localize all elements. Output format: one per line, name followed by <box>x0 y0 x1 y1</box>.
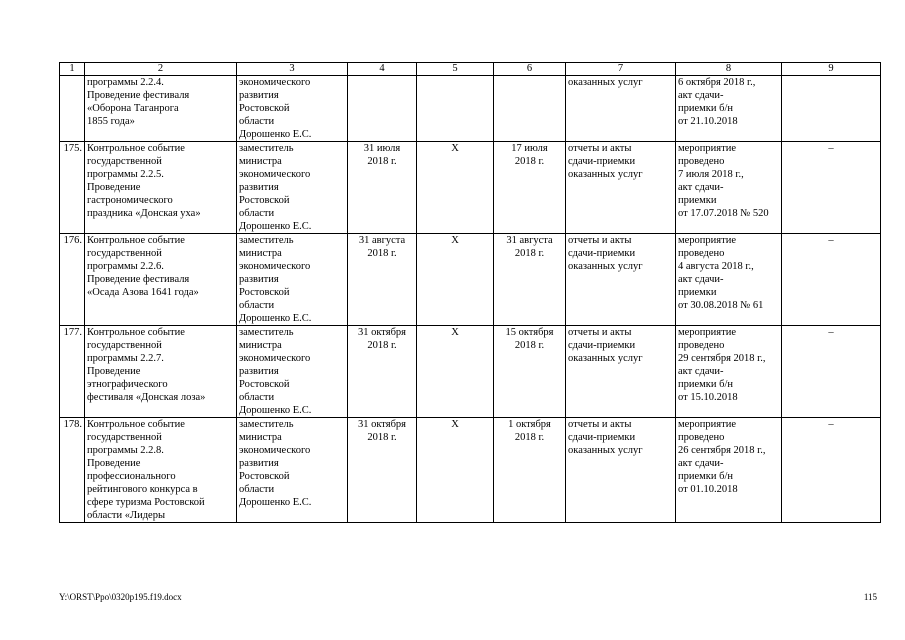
event-name: программы 2.2.4. Проведение фестиваля «Оборона Таганрога 1855 года» <box>85 76 237 142</box>
row-number: 177. <box>60 326 85 418</box>
row-number: 176. <box>60 234 85 326</box>
column-5-value <box>417 76 494 142</box>
header-cell: 7 <box>566 63 676 76</box>
header-cell: 3 <box>237 63 348 76</box>
evidence-documents: оказанных услуг <box>566 76 676 142</box>
note: – <box>782 418 881 523</box>
note: – <box>782 142 881 234</box>
header-cell: 6 <box>494 63 566 76</box>
plan-date: 31 июля 2018 г. <box>348 142 417 234</box>
responsible-person: заместитель министра экономического развития Ростовской области Дорошенко Е.С. <box>237 234 348 326</box>
evidence-documents: отчеты и акты сдачи-приемки оказанных услуг <box>566 234 676 326</box>
plan-date: 31 августа 2018 г. <box>348 234 417 326</box>
header-cell: 2 <box>85 63 237 76</box>
evidence-documents: отчеты и акты сдачи-приемки оказанных услуг <box>566 418 676 523</box>
column-5-value: X <box>417 234 494 326</box>
table-row <box>60 326 881 418</box>
header-cell: 4 <box>348 63 417 76</box>
responsible-person: экономического развития Ростовской области Дорошенко Е.С. <box>237 76 348 142</box>
column-number-row <box>60 63 881 76</box>
event-name: Контрольное событие государственной программы 2.2.8. Проведение профессионального рейтингового конкурса в сфере туризма Ростовской области «Лидеры <box>85 418 237 523</box>
table-row <box>60 142 881 234</box>
note <box>782 76 881 142</box>
note: – <box>782 326 881 418</box>
table-row <box>60 234 881 326</box>
fact-date <box>494 76 566 142</box>
column-5-value: X <box>417 418 494 523</box>
table-row <box>60 418 881 523</box>
responsible-person: заместитель министра экономического развития Ростовской области Дорошенко Е.С. <box>237 418 348 523</box>
row-number <box>60 76 85 142</box>
header-cell: 5 <box>417 63 494 76</box>
header-cell: 8 <box>676 63 782 76</box>
plan-date: 31 октября 2018 г. <box>348 326 417 418</box>
note: – <box>782 234 881 326</box>
event-name: Контрольное событие государственной программы 2.2.7. Проведение этнографического фестиваля «Донская лоза» <box>85 326 237 418</box>
execution-result: мероприятие проведено 7 июля 2018 г., акт сдачи- приемки от 17.07.2018 № 520 <box>676 142 782 234</box>
fact-date: 1 октября 2018 г. <box>494 418 566 523</box>
row-number: 175. <box>60 142 85 234</box>
plan-date <box>348 76 417 142</box>
page-number: 115 <box>863 592 877 602</box>
execution-result: 6 октября 2018 г., акт сдачи- приемки б/н от 21.10.2018 <box>676 76 782 142</box>
file-path: Y:\ORST\Ppo\0320p195.f19.docx <box>59 592 182 602</box>
fact-date: 17 июля 2018 г. <box>494 142 566 234</box>
execution-result: мероприятие проведено 4 августа 2018 г., акт сдачи- приемки от 30.08.2018 № 61 <box>676 234 782 326</box>
column-5-value: X <box>417 142 494 234</box>
row-number: 178. <box>60 418 85 523</box>
responsible-person: заместитель министра экономического развития Ростовской области Дорошенко Е.С. <box>237 142 348 234</box>
execution-result: мероприятие проведено 29 сентября 2018 г., акт сдачи- приемки б/н от 15.10.2018 <box>676 326 782 418</box>
evidence-documents: отчеты и акты сдачи-приемки оказанных услуг <box>566 142 676 234</box>
fact-date: 31 августа 2018 г. <box>494 234 566 326</box>
plan-date: 31 октября 2018 г. <box>348 418 417 523</box>
header-cell: 1 <box>60 63 85 76</box>
fact-date: 15 октября 2018 г. <box>494 326 566 418</box>
table-row <box>60 76 881 142</box>
responsible-person: заместитель министра экономического развития Ростовской области Дорошенко Е.С. <box>237 326 348 418</box>
execution-result: мероприятие проведено 26 сентября 2018 г., акт сдачи- приемки б/н от 01.10.2018 <box>676 418 782 523</box>
event-name: Контрольное событие государственной программы 2.2.5. Проведение гастрономического праздника «Донская уха» <box>85 142 237 234</box>
report-table <box>59 62 881 523</box>
evidence-documents: отчеты и акты сдачи-приемки оказанных услуг <box>566 326 676 418</box>
column-5-value: X <box>417 326 494 418</box>
header-cell: 9 <box>782 63 881 76</box>
event-name: Контрольное событие государственной программы 2.2.6. Проведение фестиваля «Осада Азова 1641 года» <box>85 234 237 326</box>
